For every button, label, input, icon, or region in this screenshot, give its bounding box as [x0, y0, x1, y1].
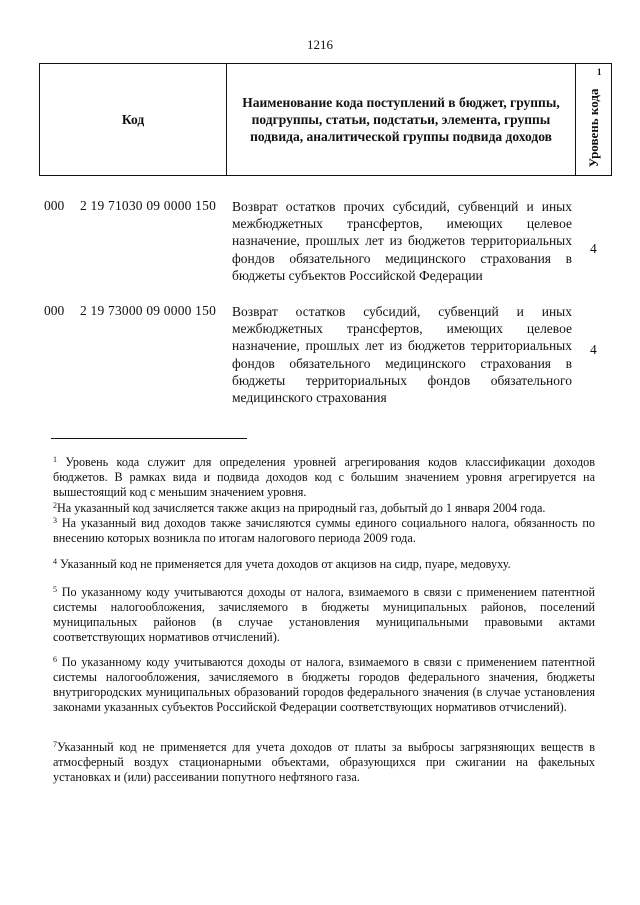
footnote-number: 7: [53, 740, 57, 749]
footnote-number: 4: [53, 557, 57, 566]
row-prefix: 000: [44, 198, 65, 213]
footnote-text: На указанный вид доходов также зачисляются суммы единого социального налога, обязанность по внесению которых возникла по итогам налогового периода 2009 года.: [53, 516, 596, 545]
footnote-text: Указанный код не применяется для учета доходов от платы за выбросы загрязняющих веществ в атмосферный воздух стационарными объектами, образующихся при сжигании на факельных установках и (или) рассеивании попутного нефтяного газа.: [53, 740, 595, 784]
footnote: [53, 655, 595, 715]
table-header: [39, 63, 612, 176]
footnote-number: 3: [53, 516, 57, 525]
footnote-separator: [51, 438, 247, 439]
footnote-text: Указанный код не применяется для учета доходов от акцизов на сидр, пуаре, медовуху.: [60, 557, 511, 571]
footnote: [53, 557, 595, 572]
footnote-text: По указанному коду учитываются доходы от налога, взимаемого в связи с применением патентной системы налогообложения, зачисляемого в бюджеты муниципальных районов, поселений муниципальных районов (в случае установления муниципальными правовыми актами соответствующих нормативов отчислений).: [53, 585, 595, 644]
row-description: Возврат остатков прочих субсидий, субвенций и иных межбюджетных трансфертов, имеющих целевое назначение, прошлых лет из бюджетов территориальных фондов обязательного медицинского страхования в бюджеты субъектов Российской Федерации: [232, 199, 572, 283]
footnote-number: 5: [53, 585, 57, 594]
footnote-number: 1: [53, 455, 57, 464]
page-number: 1216: [307, 37, 333, 52]
header-level: Уровень кода: [586, 88, 601, 168]
footnote: [53, 516, 595, 546]
footnote-text: Уровень кода служит для определения уровней агрегирования кодов классификации доходов бюджетов. В рамках вида и подвида доходов код с большим значением уровня агрегируется на вышестоящий код с меньшим значением уровня.: [53, 455, 596, 499]
row-level: 4: [590, 241, 597, 256]
row-description: Возврат остатков субсидий, субвенций и иных межбюджетных трансфертов, имеющих целевое назначение, прошлых лет из бюджетов территориальных фондов обязательного медицинского страхования в бюджеты территориальных фондов обязательного медицинского страхования: [232, 304, 572, 406]
header-level-cell: [576, 64, 612, 175]
footnote-number: 6: [53, 655, 57, 664]
row-level: 4: [590, 342, 597, 357]
footnote-text: На указанный код зачисляется также акциз на природный газ, добытый до 1 января 2004 года.: [57, 501, 546, 515]
footnote: [53, 455, 595, 500]
header-code: Код: [121, 111, 145, 127]
footnote-number: 2: [53, 501, 57, 510]
footnote-text: По указанному коду учитываются доходы от налога, взимаемого в связи с применением патентной системы налогообложения, зачисляемого в бюджеты городов федерального значения, бюджеты внутригородских муниципальных образований городов федерального значения (в случае установления законами указанных субъектов Российской Федерации соответствующих нормативов отчислений).: [53, 655, 595, 714]
header-level-footnote-mark: 1: [597, 67, 602, 77]
footnote: [53, 585, 595, 645]
footnote: [53, 740, 595, 785]
row-code: 2 19 71030 09 0000 150: [80, 198, 217, 213]
row-prefix: 000: [44, 303, 65, 318]
header-name: Наименование кода поступлений в бюджет, группы, подгруппы, статьи, подстатьи, элемента, группы подвида, аналитической группы подвида доходов: [242, 95, 560, 144]
row-code: 2 19 73000 09 0000 150: [80, 303, 217, 318]
footnote: [53, 501, 595, 516]
